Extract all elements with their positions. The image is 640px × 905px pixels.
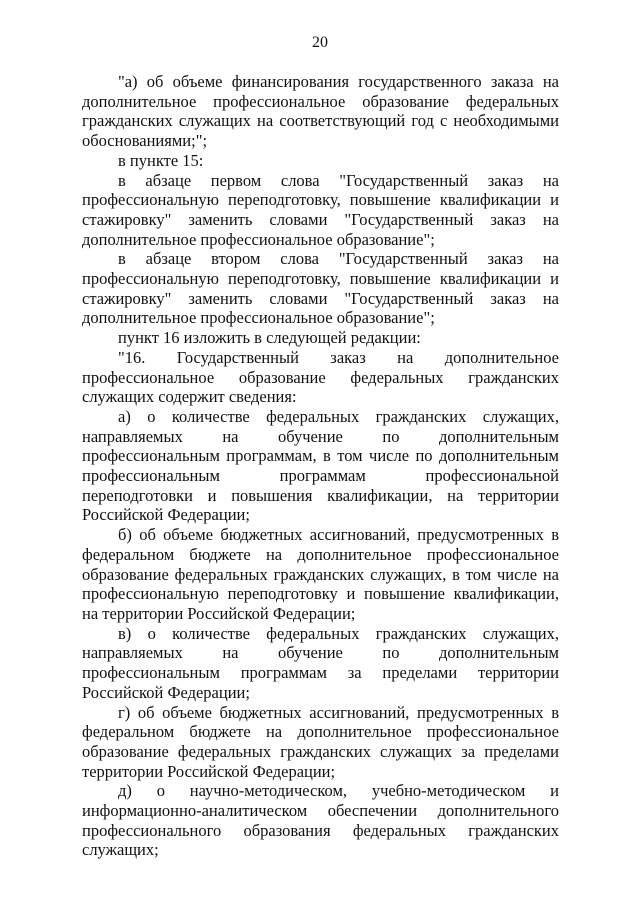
paragraph: в пункте 15: — [118, 150, 204, 170]
paragraph: в) о количестве федеральных гражданских служащих, направляемых на обучение по дополнительным профессиональным программам за пределами территории Российской Федерации; — [82, 623, 559, 702]
paragraph: "а) об объеме финансирования государственного заказа на дополнительное профессиональное образование федеральных гражданских служащих на соответствующий год с необходимыми обоснованиями;"; — [82, 72, 559, 151]
paragraph: в абзаце первом слова "Государственный заказ на профессиональную переподготовку, повышение квалификации и стажировку" заменить словами "Государственный заказ на дополнительное профессиональное образование"; — [82, 170, 559, 249]
paragraph: пункт 16 изложить в следующей редакции: — [118, 328, 421, 348]
paragraph: д) о научно-методическом, учебно-методическом и информационно-аналитическом обеспечении дополнительного профессионального образования федеральных гражданских служащих; — [82, 781, 559, 860]
paragraph: "16. Государственный заказ на дополнительное профессиональное образование федеральных гражданских служащих содержит сведения: — [82, 347, 559, 407]
paragraph: а) о количестве федеральных гражданских служащих, направляемых на обучение по дополнительным профессиональным программам, в том числе по дополнительным профессиональным программам профессиональной переподготовки и повышения квалификации, на территории Российской Федерации; — [82, 406, 559, 525]
paragraph: г) об объеме бюджетных ассигнований, предусмотренных в федеральном бюджете на дополнительное профессиональное образование федеральных гражданских служащих за пределами территории Российской Федерации; — [82, 702, 559, 781]
paragraph: в абзаце втором слова "Государственный заказ на профессиональную переподготовку, повышение квалификации и стажировку" заменить словами "Государственный заказ на дополнительное профессиональное образование"; — [82, 249, 559, 328]
document-body — [82, 72, 559, 860]
page-number: 20 — [312, 34, 328, 51]
paragraph: б) об объеме бюджетных ассигнований, предусмотренных в федеральном бюджете на дополнительное профессиональное образование федеральных гражданских служащих, в том числе на профессиональную переподготовку и повышение квалификации, на территории Российской Федерации; — [82, 525, 559, 623]
